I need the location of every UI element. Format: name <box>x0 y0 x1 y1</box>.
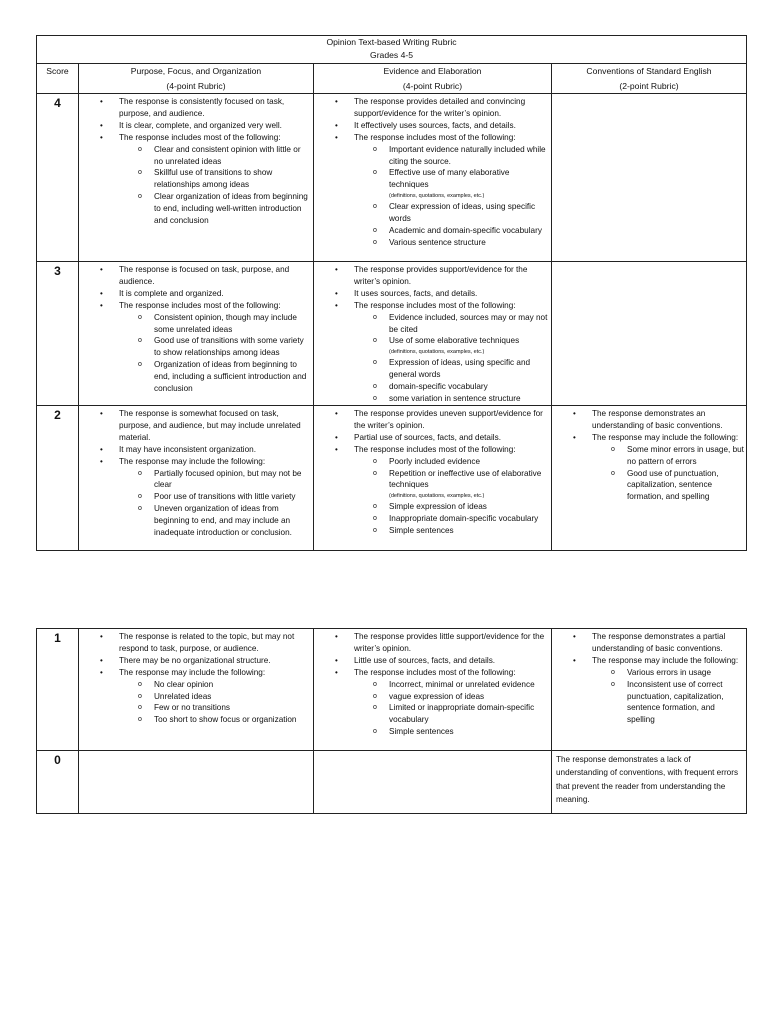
evidence-cell <box>314 751 552 814</box>
sub-bullet-text: Use of some elaborative techniques <box>389 336 520 346</box>
sub-bullet-item <box>354 144 549 168</box>
bullet-item <box>314 655 549 667</box>
bullet-text: The response provides support/evidence for the writer’s opinion. <box>354 265 528 286</box>
bullet-item <box>552 655 744 726</box>
bullet-text: The response demonstrates a partial understanding of basic conventions. <box>592 632 726 653</box>
bullet-item <box>79 120 311 132</box>
rubric-table-continued <box>36 628 747 814</box>
bullet-list <box>79 629 313 726</box>
sub-bullet-text: Incorrect, minimal or unrelated evidence <box>389 679 535 689</box>
bullet-item <box>314 120 549 132</box>
sub-bullet-list <box>119 679 311 727</box>
sub-bullet-item <box>354 501 549 513</box>
bullet-item <box>79 456 311 539</box>
evidence-cell <box>314 262 552 406</box>
score-row <box>37 405 747 550</box>
bullet-item <box>79 288 311 300</box>
bullet-text: It effectively uses sources, facts, and details. <box>354 120 516 130</box>
sub-bullet-item <box>119 679 311 691</box>
bullet-text: The response may include the following: <box>119 456 266 466</box>
bullet-item <box>314 444 549 537</box>
evidence-header-sub: (4-point Rubric) <box>402 80 463 91</box>
bullet-text: It uses sources, facts, and details. <box>354 288 478 298</box>
bullet-item <box>314 264 549 288</box>
purpose-cell <box>79 405 314 550</box>
sub-bullet-text: Few or no transitions <box>154 703 230 713</box>
sub-bullet-item <box>119 503 311 539</box>
bullet-item <box>314 408 549 432</box>
sub-bullet-item <box>354 468 549 502</box>
sub-bullet-item <box>354 726 549 738</box>
sub-bullet-text: Clear expression of ideas, using specific words <box>389 202 536 224</box>
sub-bullet-text: Good use of punctuation, capitalization, sentence formation, and spelling <box>627 468 719 502</box>
sub-bullet-item <box>354 381 549 393</box>
bullet-text: There may be no organizational structure. <box>119 655 271 665</box>
purpose-header-sub: (4-point Rubric) <box>166 80 226 91</box>
sub-bullet-text: Effective use of many elaborative techniques <box>389 168 510 190</box>
conventions-cell <box>552 629 747 751</box>
sub-bullet-list <box>119 144 311 227</box>
conventions-header <box>552 64 747 94</box>
bullet-text: The response may include the following: <box>592 655 739 665</box>
sub-bullet-text: Unrelated ideas <box>154 691 212 701</box>
bullet-list <box>552 629 746 726</box>
sub-bullet-text: Limited or inappropriate domain-specific vocabulary <box>389 703 535 725</box>
bullet-text: The response is consistently focused on task, purpose, and audience. <box>119 97 285 118</box>
sub-bullet-text: Simple expression of ideas <box>389 502 487 512</box>
bullet-text: The response is related to the topic, but may not respond to task, purpose, or audience. <box>119 632 295 653</box>
bullet-list <box>79 94 313 227</box>
sub-bullet-text: Simple sentences <box>389 526 454 536</box>
sub-bullet-item <box>119 144 311 168</box>
score-row <box>37 94 747 262</box>
purpose-cell <box>79 262 314 406</box>
sub-bullet-item <box>354 679 549 691</box>
sub-bullet-text: Important evidence naturally included while citing the source. <box>389 144 546 166</box>
sub-bullet-item <box>592 667 744 679</box>
purpose-header <box>79 64 314 94</box>
score-cell: 4 <box>37 94 79 262</box>
bullet-item <box>79 444 311 456</box>
sub-bullet-item <box>354 312 549 336</box>
bullet-item <box>314 631 549 655</box>
bullet-item <box>314 288 549 300</box>
evidence-cell <box>314 94 552 262</box>
sub-bullet-text: Evidence included, sources may or may not be cited <box>389 312 548 334</box>
sub-bullet-item <box>354 456 549 468</box>
sub-bullet-item <box>354 691 549 703</box>
bullet-item <box>552 408 744 432</box>
sub-bullet-text: Repetition or ineffective use of elaborative techniques <box>389 468 542 490</box>
score-row <box>37 262 747 406</box>
rubric-subtitle: Grades 4-5 <box>370 50 414 60</box>
rubric-title: Opinion Text-based Writing Rubric <box>326 37 457 47</box>
sub-bullet-list <box>354 144 549 249</box>
sub-bullet-list <box>354 456 549 537</box>
sub-bullet-item <box>119 702 311 714</box>
purpose-header-title: Purpose, Focus, and Organization <box>130 66 262 76</box>
sub-bullet-text: Expression of ideas, using specific and general words <box>389 358 531 380</box>
conventions-cell <box>552 751 747 814</box>
evidence-header <box>314 64 552 94</box>
rubric-table <box>36 35 747 551</box>
sub-bullet-text: Consistent opinion, though may include some unrelated ideas <box>154 312 297 334</box>
sub-bullet-text: Various sentence structure <box>389 237 486 247</box>
bullet-list <box>314 406 551 537</box>
bullet-list <box>314 629 551 738</box>
bullet-item <box>79 655 311 667</box>
bullet-text: The response is focused on task, purpose, and audience. <box>119 265 290 286</box>
sub-bullet-list <box>119 312 311 395</box>
examples-note: (definitions, quotations, examples, etc.) <box>389 493 485 500</box>
bullet-item <box>552 631 744 655</box>
sub-bullet-item <box>354 335 549 357</box>
sub-bullet-text: Poorly included evidence <box>389 456 481 466</box>
bullet-text: It is complete and organized. <box>119 288 224 298</box>
bullet-item <box>79 408 311 444</box>
bullet-item <box>79 300 311 395</box>
title-row <box>37 36 747 64</box>
sub-bullet-item <box>592 468 744 504</box>
sub-bullet-item <box>354 702 549 726</box>
sub-bullet-text: Inconsistent use of correct punctuation, capitalization, sentence formation, and spelling <box>627 679 724 725</box>
sub-bullet-text: No clear opinion <box>154 679 214 689</box>
conventions-text: The response demonstrates a lack of understanding of conventions, with frequent errors that prevent the reader from understanding the meaning. <box>556 755 739 805</box>
bullet-list <box>552 406 746 503</box>
sub-bullet-text: Various errors in usage <box>627 667 712 677</box>
bullet-text: The response includes most of the following: <box>119 300 281 310</box>
bullet-text: The response includes most of the following: <box>354 444 516 454</box>
bullet-text: The response provides little support/evidence for the writer’s opinion. <box>354 632 545 653</box>
sub-bullet-list <box>592 667 744 727</box>
sub-bullet-text: Academic and domain-specific vocabulary <box>389 226 542 236</box>
bullet-list <box>314 94 551 249</box>
column-header-row <box>37 64 747 94</box>
sub-bullet-text: Poor use of transitions with little variety <box>154 492 296 502</box>
sub-bullet-item <box>119 335 311 359</box>
sub-bullet-text: Skillful use of transitions to show relationships among ideas <box>154 168 273 190</box>
sub-bullet-text: Clear organization of ideas from beginning to end, including well-written introduction and conclusion <box>154 192 308 226</box>
sub-bullet-item <box>354 525 549 537</box>
rubric-title-cell <box>37 36 747 64</box>
sub-bullet-item <box>354 357 549 381</box>
bullet-text: The response includes most of the following: <box>354 667 516 677</box>
bullet-text: The response provides uneven support/evidence for the writer’s opinion. <box>354 408 543 430</box>
sub-bullet-list <box>119 468 311 539</box>
sub-bullet-text: Inappropriate domain-specific vocabulary <box>389 514 539 524</box>
sub-bullet-list <box>354 679 549 739</box>
bullet-item <box>79 667 311 727</box>
bullet-text: The response includes most of the following: <box>119 132 281 142</box>
sub-bullet-text: domain-specific vocabulary <box>389 382 488 392</box>
sub-bullet-text: Some minor errors in usage, but no pattern of errors <box>627 444 744 466</box>
score-header: Score <box>37 64 79 94</box>
evidence-cell <box>314 405 552 550</box>
sub-bullet-item <box>592 444 744 468</box>
bullet-item <box>79 96 311 120</box>
sub-bullet-item <box>119 468 311 492</box>
score-cell: 0 <box>37 751 79 814</box>
bullet-text: It may have inconsistent organization. <box>119 444 256 454</box>
conventions-cell <box>552 405 747 550</box>
sub-bullet-item <box>119 191 311 227</box>
bullet-list <box>79 406 313 539</box>
bullet-list <box>314 262 551 405</box>
examples-note: (definitions, quotations, examples, etc.) <box>389 193 485 200</box>
bullet-item <box>314 667 549 738</box>
score-cell: 1 <box>37 629 79 751</box>
bullet-item <box>552 432 744 503</box>
bullet-list <box>79 262 313 395</box>
evidence-cell <box>314 629 552 751</box>
sub-bullet-text: Good use of transitions with some variety to show relationships among ideas <box>154 336 304 358</box>
sub-bullet-item <box>119 167 311 191</box>
bullet-item <box>314 432 549 444</box>
sub-bullet-text: Clear and consistent opinion with little or no unrelated ideas <box>154 144 301 166</box>
bullet-text: The response includes most of the following: <box>354 132 516 142</box>
bullet-text: The response is somewhat focused on task, purpose, and audience, but may include unrelated material. <box>119 408 301 442</box>
bullet-text: The response provides detailed and convincing support/evidence for the writer’s opinion. <box>354 97 526 118</box>
purpose-cell <box>79 94 314 262</box>
sub-bullet-item <box>119 491 311 503</box>
sub-bullet-item <box>119 691 311 703</box>
bullet-text: The response may include the following: <box>119 667 266 677</box>
bullet-item <box>79 264 311 288</box>
sub-bullet-item <box>354 225 549 237</box>
sub-bullet-item <box>354 167 549 201</box>
sub-bullet-list <box>592 444 744 504</box>
score-row <box>37 629 747 751</box>
purpose-cell <box>79 751 314 814</box>
bullet-item <box>314 300 549 405</box>
sub-bullet-text: some variation in sentence structure <box>389 394 521 404</box>
sub-bullet-item <box>119 714 311 726</box>
bullet-item <box>314 96 549 120</box>
bullet-text: The response includes most of the following: <box>354 300 516 310</box>
bullet-text: The response may include the following: <box>592 432 739 442</box>
sub-bullet-text: vague expression of ideas <box>389 691 485 701</box>
sub-bullet-item <box>354 513 549 525</box>
bullet-item <box>79 132 311 227</box>
sub-bullet-item <box>354 393 549 405</box>
sub-bullet-item <box>354 201 549 225</box>
sub-bullet-item <box>354 237 549 249</box>
sub-bullet-list <box>354 312 549 405</box>
sub-bullet-text: Too short to show focus or organization <box>154 715 297 725</box>
bullet-text: The response demonstrates an understanding of basic conventions. <box>592 408 723 430</box>
bullet-text: It is clear, complete, and organized very well. <box>119 120 282 130</box>
conventions-cell <box>552 94 747 262</box>
purpose-cell <box>79 629 314 751</box>
bullet-item <box>79 631 311 655</box>
sub-bullet-text: Simple sentences <box>389 727 454 737</box>
evidence-header-title: Evidence and Elaboration <box>383 66 482 76</box>
sub-bullet-item <box>119 359 311 395</box>
conventions-header-title: Conventions of Standard English <box>586 66 712 76</box>
score-row <box>37 751 747 814</box>
bullet-item <box>314 132 549 249</box>
sub-bullet-text: Partially focused opinion, but may not be clear <box>154 468 302 490</box>
bullet-text: Little use of sources, facts, and details. <box>354 655 496 665</box>
score-cell: 3 <box>37 262 79 406</box>
conventions-header-sub: (2-point Rubric) <box>619 80 679 91</box>
sub-bullet-item <box>592 679 744 727</box>
sub-bullet-item <box>119 312 311 336</box>
conventions-cell <box>552 262 747 406</box>
score-cell: 2 <box>37 405 79 550</box>
bullet-text: Partial use of sources, facts, and details. <box>354 432 501 442</box>
sub-bullet-text: Organization of ideas from beginning to end, including a sufficient introduction and conclusion <box>154 360 307 394</box>
sub-bullet-text: Uneven organization of ideas from beginning to end, and may include an inadequate introduction or conclusion. <box>154 504 292 538</box>
examples-note: (definitions, quotations, examples, etc.) <box>389 349 485 356</box>
